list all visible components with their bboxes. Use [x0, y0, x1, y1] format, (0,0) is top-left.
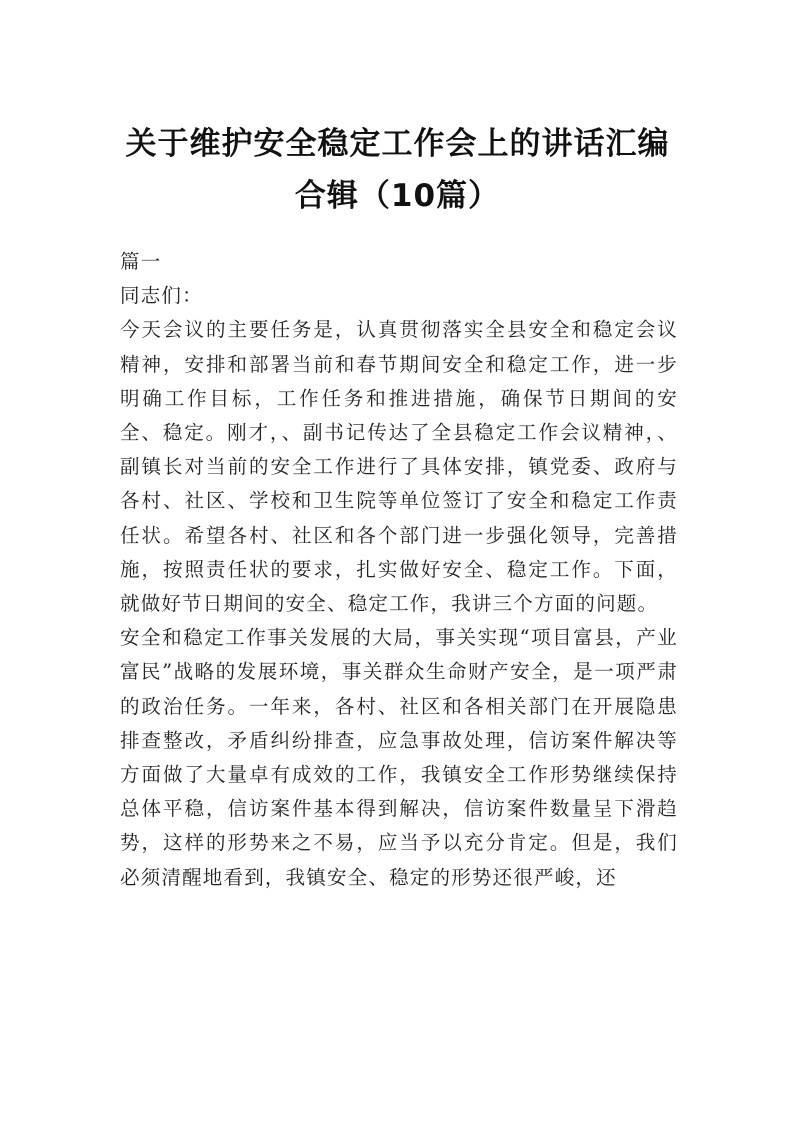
- document-title: 关于维护安全稳定工作会上的讲话汇编合辑（10篇）: [125, 126, 670, 214]
- paragraph: 今天会议的主要任务是，认真贯彻落实全县安全和稳定会议精神，安排和部署当前和春节期间安全和稳定工作，进一步明确工作目标，工作任务和推进措施，确保节日期间的安全、稳定。刚才，、副书记传达了全县稳定工作会议精神，、副镇长对当前的安全工作进行了具体安排，镇党委、政府与各村、社区、学校和卫生院等单位签订了安全和稳定工作责任状。希望各村、社区和各个部门进一步强化领导，完善措施，按照责任状的要求，扎实做好安全、稳定工作。下面，就做好节日期间的安全、稳定工作，我讲三个方面的问题。: [120, 318, 678, 616]
- salutation: 同志们：: [120, 284, 203, 308]
- paragraph: 安全和稳定工作事关发展的大局，事关实现“项目富县，产业富民”战略的发展环境，事关群众生命财产安全，是一项严肃的政治任务。一年来，各村、社区和各相关部门在开展隐患排查整改，矛盾纠纷排查，应急事故处理，信访案件解决等方面做了大量卓有成效的工作，我镇安全工作形势继续保持总体平稳，信访案件基本得到解决，信访案件数量呈下滑趋势，这样的形势来之不易，应当予以充分肯定。但是，我们必须清醒地看到，我镇安全、稳定的形势还很严峻，还: [120, 626, 678, 889]
- document-body: [120, 245, 678, 895]
- section-label: 篇一: [120, 250, 162, 273]
